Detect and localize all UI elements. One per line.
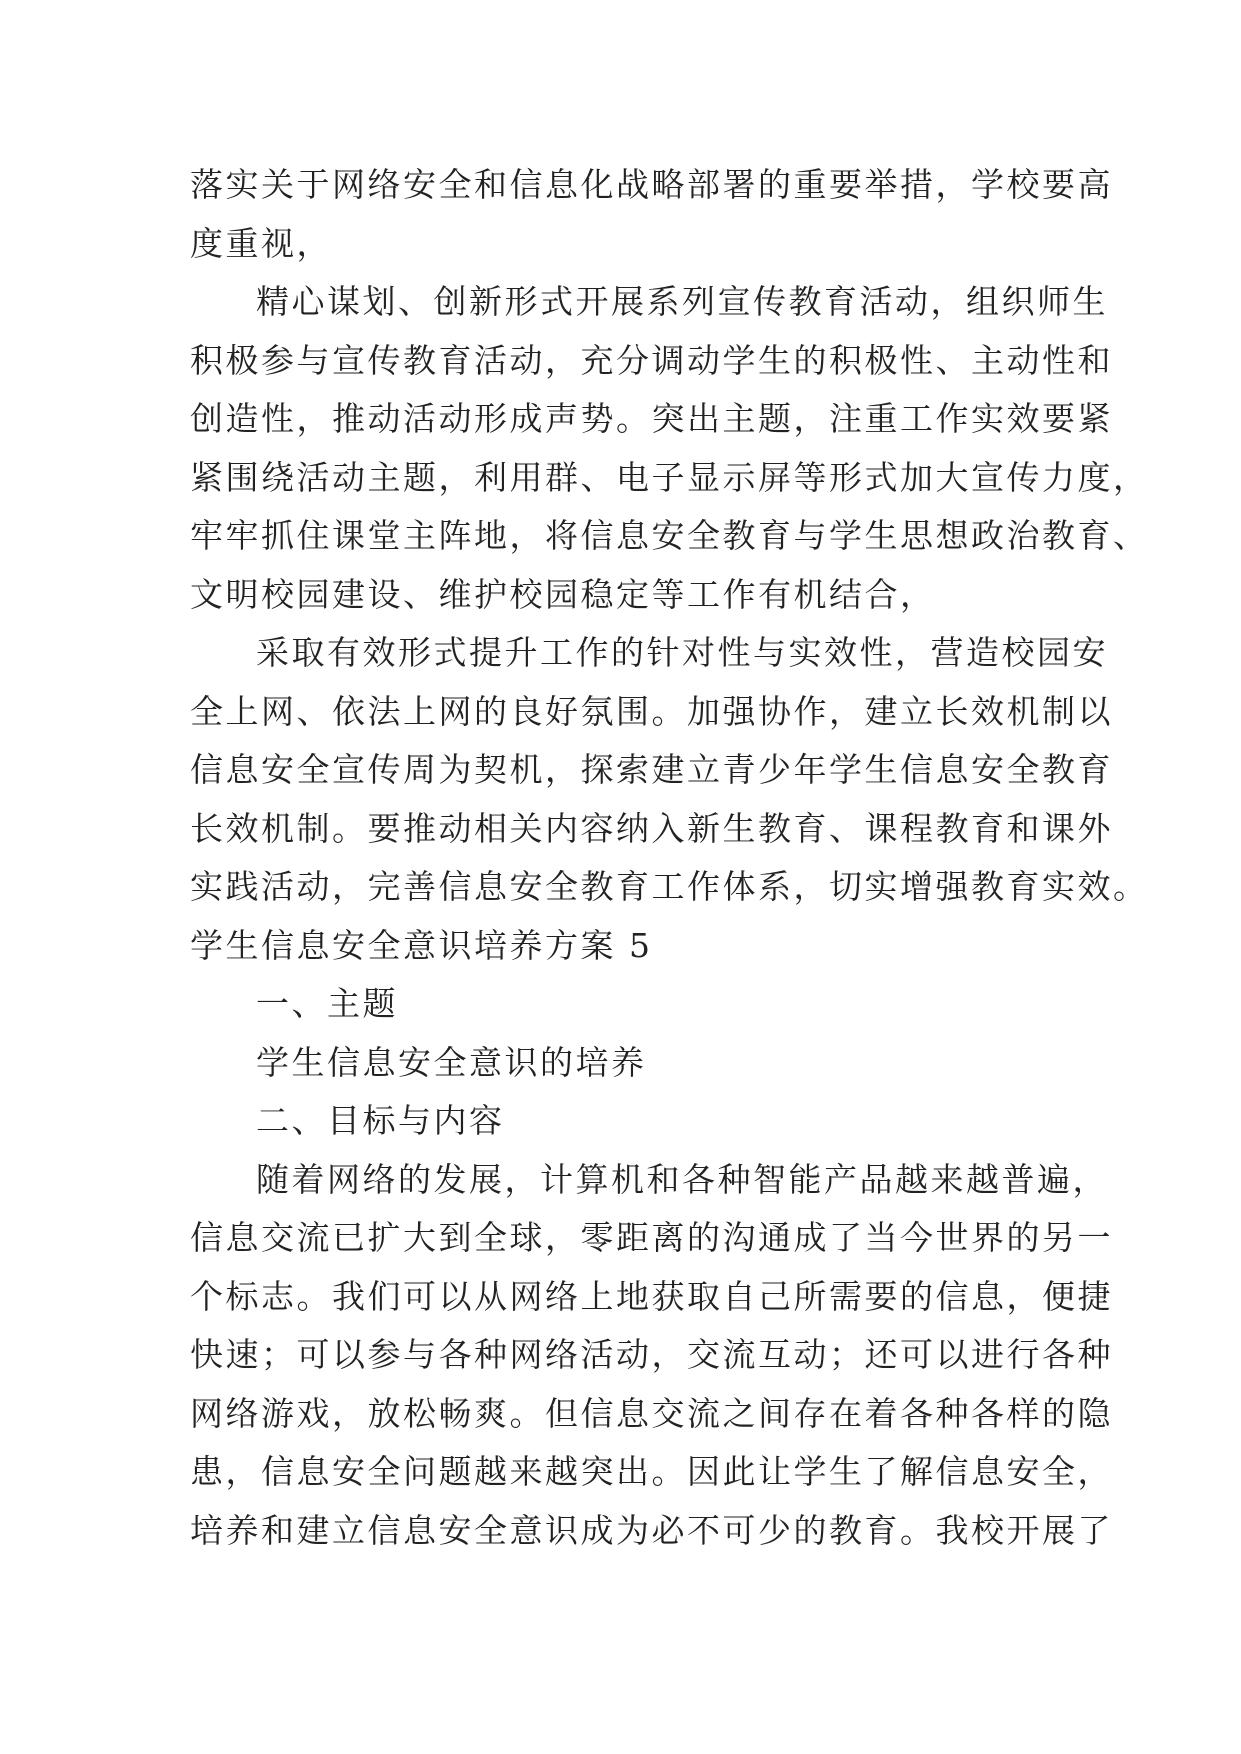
text-line: 实践活动，完善信息安全教育工作体系，切实增强教育实效。	[190, 867, 1149, 906]
text-line: 度重视，	[190, 223, 332, 263]
text-line: 信息安全宣传周为契机，探索建立青少年学生信息安全教育	[190, 750, 1113, 789]
section-heading: 学生信息安全意识培养方案 5	[190, 925, 653, 965]
text-line: 牢牢抓住课堂主阵地，将信息安全教育与学生思想政治教育、	[190, 516, 1149, 555]
text-line: 快速；可以参与各种网络活动，交流互动；还可以进行各种	[190, 1335, 1113, 1374]
text-line: 学生信息安全意识的培养	[256, 1042, 647, 1082]
text-line: 全上网、依法上网的良好氛围。加强协作，建立长效机制以	[190, 691, 1113, 731]
subsection-heading: 一、主题	[256, 984, 398, 1023]
text-line: 落实关于网络安全和信息化战略部署的重要举措，学校要高	[190, 165, 1113, 204]
text-line: 长效机制。要推动相关内容纳入新生教育、课程教育和课外	[190, 808, 1113, 848]
text-line: 培养和建立信息安全意识成为必不可少的教育。我校开展了	[190, 1510, 1113, 1550]
text-line: 随着网络的发展，计算机和各种智能产品越来越普遍，	[256, 1159, 1108, 1199]
text-line: 精心谋划、创新形式开展系列宣传教育活动，组织师生	[256, 282, 1108, 321]
text-line: 创造性，推动活动形成声势。突出主题，注重工作实效要紧	[190, 399, 1113, 438]
text-line: 个标志。我们可以从网络上地获取自己所需要的信息，便捷	[190, 1276, 1113, 1316]
text-line: 积极参与宣传教育活动，充分调动学生的积极性、主动性和	[190, 340, 1113, 380]
text-line: 文明校园建设、维护校园稳定等工作有机结合，	[190, 574, 936, 614]
text-line: 紧围绕活动主题，利用群、电子显示屏等形式加大宣传力度，	[190, 457, 1149, 497]
text-line: 采取有效形式提升工作的针对性与实效性，营造校园安	[256, 633, 1108, 672]
subsection-heading: 二、目标与内容	[256, 1101, 505, 1140]
text-line: 信息交流已扩大到全球，零距离的沟通成了当今世界的另一	[190, 1218, 1113, 1257]
text-line: 患，信息安全问题越来越突出。因此让学生了解信息安全，	[190, 1452, 1113, 1491]
body-text	[190, 156, 1149, 1560]
text-line: 网络游戏，放松畅爽。但信息交流之间存在着各种各样的隐	[190, 1393, 1113, 1433]
